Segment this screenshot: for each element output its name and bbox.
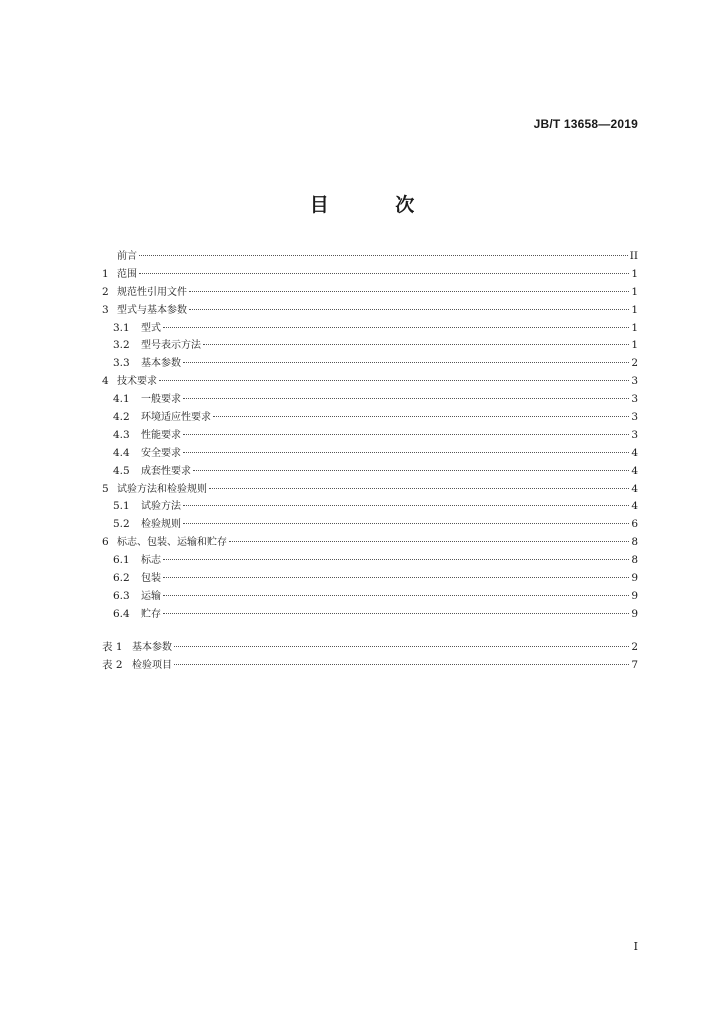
dot-leader	[174, 646, 629, 647]
toc-entry-page: 3	[631, 393, 638, 406]
toc-entry-number: 1	[102, 267, 109, 280]
toc-entry-label: 试验方法	[141, 501, 181, 513]
toc-entry[interactable]	[102, 498, 638, 516]
dot-leader	[213, 416, 629, 417]
toc-entry[interactable]	[102, 516, 638, 534]
toc-entry-number: 4.2	[113, 411, 130, 424]
toc-entry-label: 前言	[117, 251, 137, 262]
dot-leader	[189, 291, 629, 292]
toc-entry-page: 1	[631, 321, 638, 334]
toc-entry[interactable]	[102, 481, 638, 499]
dot-leader	[139, 255, 628, 256]
toc-entry-label: 检验项目	[132, 659, 172, 671]
toc-entry-label: 标志、包装、运输和贮存	[117, 537, 227, 549]
toc-entry-number: 6	[102, 536, 109, 549]
dot-leader	[139, 273, 629, 274]
toc-entry-page: 2	[631, 357, 638, 370]
dot-leader	[229, 541, 629, 542]
toc-entry-number: 6.4	[113, 607, 130, 620]
dot-leader	[163, 577, 629, 578]
table-of-contents	[102, 248, 638, 624]
toc-entry[interactable]	[102, 588, 638, 606]
toc-entry-label: 运输	[141, 590, 161, 602]
dot-leader	[174, 664, 629, 665]
toc-entry-number: 3	[102, 303, 109, 316]
toc-entry[interactable]	[102, 534, 638, 552]
toc-entry-number: 5.1	[113, 500, 130, 513]
toc-entry-page: 1	[631, 285, 638, 298]
toc-entry-page: II	[629, 250, 638, 262]
toc-entry-number: 3.3	[113, 357, 130, 370]
toc-entry-number: 表 1	[102, 641, 123, 653]
dot-leader	[183, 505, 629, 506]
toc-entry-page: 9	[631, 607, 638, 620]
dot-leader	[183, 434, 629, 435]
toc-entry-label: 贮存	[141, 608, 161, 620]
toc-entry-page: 8	[631, 554, 638, 567]
toc-entry-number: 4	[102, 375, 109, 388]
toc-entry-page: 3	[631, 428, 638, 441]
dot-leader	[163, 613, 629, 614]
toc-entry[interactable]	[102, 320, 638, 338]
toc-entry-number: 4.5	[113, 464, 130, 477]
toc-entry-label: 检验规则	[141, 519, 181, 531]
toc-entry[interactable]	[102, 409, 638, 427]
toc-entry[interactable]	[102, 570, 638, 588]
toc-entry[interactable]	[102, 552, 638, 570]
toc-entry-number: 6.3	[113, 589, 130, 602]
table-list	[102, 639, 638, 675]
toc-entry[interactable]	[102, 463, 638, 481]
toc-entry-label: 包装	[141, 573, 161, 585]
toc-entry-number: 4.4	[113, 446, 130, 459]
toc-entry-page: 7	[631, 658, 638, 671]
toc-entry-label: 基本参数	[132, 642, 172, 653]
toc-entry-number: 6.2	[113, 572, 130, 585]
dot-leader	[163, 559, 629, 560]
toc-entry-label: 一般要求	[141, 394, 181, 406]
dot-leader	[163, 327, 629, 328]
dot-leader	[183, 452, 629, 453]
toc-entry-page: 1	[631, 267, 638, 280]
toc-entry[interactable]	[102, 427, 638, 445]
toc-entry-page: 2	[631, 641, 638, 653]
toc-entry-label: 技术要求	[117, 376, 157, 388]
toc-entry-label: 成套性要求	[141, 465, 191, 477]
toc-entry-page: 4	[631, 500, 638, 513]
toc-entry[interactable]	[102, 355, 638, 373]
dot-leader	[183, 398, 629, 399]
toc-entry[interactable]	[102, 248, 638, 266]
dot-leader	[193, 470, 629, 471]
toc-entry-label: 基本参数	[141, 358, 181, 370]
dot-leader	[203, 344, 629, 345]
toc-entry-page: 4	[631, 464, 638, 477]
toc-entry[interactable]	[102, 284, 638, 302]
toc-entry-page: 8	[631, 536, 638, 549]
toc-entry-label: 性能要求	[141, 429, 181, 441]
toc-entry[interactable]	[102, 657, 638, 675]
toc-entry-label: 范围	[117, 268, 137, 280]
toc-entry[interactable]	[102, 373, 638, 391]
toc-entry-number: 5.2	[113, 518, 130, 531]
toc-entry[interactable]	[102, 445, 638, 463]
toc-entry-page: 3	[631, 411, 638, 424]
toc-entry-page: 4	[631, 446, 638, 459]
dot-leader	[189, 309, 629, 310]
toc-entry-number: 4.3	[113, 428, 130, 441]
dot-leader	[183, 362, 629, 363]
dot-leader	[159, 380, 629, 381]
dot-leader	[209, 488, 629, 489]
toc-entry-label: 安全要求	[141, 447, 181, 459]
toc-entry-number: 5	[102, 482, 109, 495]
toc-entry-page: 1	[631, 303, 638, 316]
toc-entry-label: 型式	[141, 322, 161, 334]
toc-entry-page: 6	[631, 518, 638, 531]
toc-entry-page: 9	[631, 572, 638, 585]
toc-entry-page: 3	[631, 375, 638, 388]
toc-entry[interactable]	[102, 606, 638, 624]
toc-entry[interactable]	[102, 391, 638, 409]
toc-entry-label: 型号表示方法	[141, 340, 201, 352]
toc-entry[interactable]	[102, 302, 638, 320]
document-code: JB/T 13658—2019	[533, 117, 638, 131]
toc-entry-number: 3.1	[113, 321, 130, 334]
toc-entry-number: 表 2	[102, 658, 123, 671]
toc-entry-page: 1	[631, 339, 638, 352]
toc-entry-number: 4.1	[113, 393, 130, 406]
toc-entry-label: 规范性引用文件	[117, 286, 187, 298]
toc-entry-label: 试验方法和检验规则	[117, 483, 207, 495]
dot-leader	[163, 595, 629, 596]
toc-entry-label: 标志	[141, 555, 161, 567]
toc-entry-page: 4	[631, 482, 638, 495]
dot-leader	[183, 523, 629, 524]
toc-entry-number: 2	[102, 285, 109, 298]
toc-entry[interactable]	[102, 266, 638, 284]
page-number: I	[633, 940, 638, 953]
toc-entry[interactable]	[102, 337, 638, 355]
toc-entry-page: 9	[631, 589, 638, 602]
toc-entry-label: 型式与基本参数	[117, 304, 187, 316]
toc-entry[interactable]	[102, 639, 638, 657]
toc-entry-label: 环境适应性要求	[141, 412, 211, 424]
toc-entry-number: 3.2	[113, 339, 130, 352]
page-title: 目 次	[309, 194, 445, 216]
toc-entry-number: 6.1	[113, 554, 130, 567]
